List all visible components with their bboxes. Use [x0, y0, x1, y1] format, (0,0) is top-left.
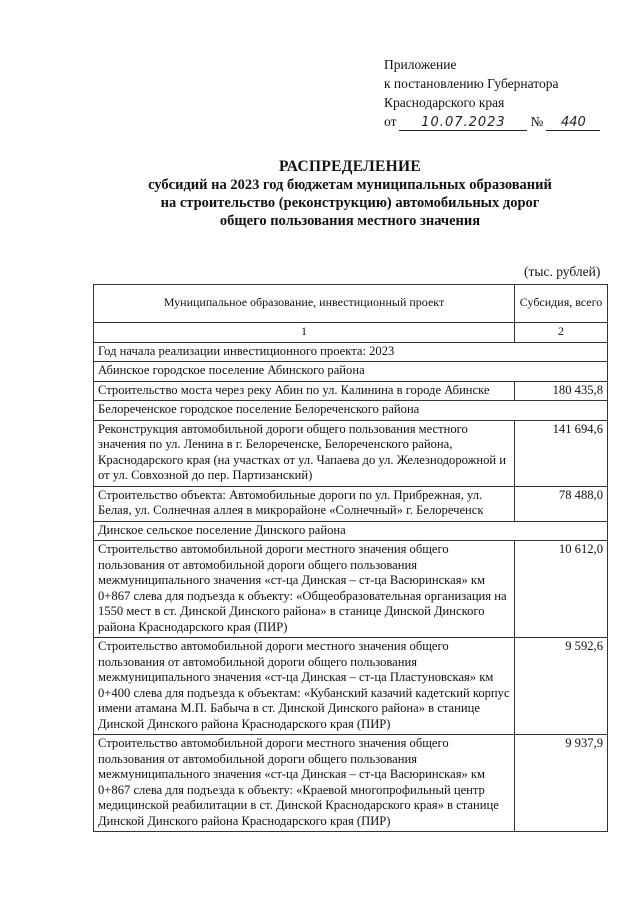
appendix-line-1: Приложение [384, 57, 457, 72]
project-row [94, 420, 608, 486]
year-row [94, 342, 608, 362]
municipality-name: Белореченское городское поселение Белореченского района [94, 401, 608, 421]
project-description: Строительство объекта: Автомобильные дороги по ул. Прибрежная, ул. Белая, ул. Солнечная аллея в микрорайоне «Солнечный» г. Белореченск [94, 486, 515, 521]
municipality-row [94, 521, 608, 541]
table-header-row [94, 285, 608, 323]
subsidy-amount: 9 937,9 [515, 735, 608, 832]
subsidy-amount: 9 592,6 [515, 638, 608, 735]
project-description: Строительство автомобильной дороги местного значения общего пользования от автомобильной дороги общего пользования межмуниципального значения «ст-ца Динская – ст-ца Васюринская» км 0+867 слева для подъезда к объекту: «Общеобразовательная организация на 1550 мест в ст. Динской Динского района» в станице Динской Динского района Краснодарского края (ПИР) [94, 541, 515, 638]
project-row [94, 486, 608, 521]
subsidy-amount: 10 612,0 [515, 541, 608, 638]
appendix-block [384, 55, 603, 131]
municipality-name: Динское сельское поселение Динского района [94, 521, 608, 541]
title-line-3: общего пользования местного значения [219, 213, 481, 229]
title-heading: РАСПРЕДЕЛЕНИЕ [279, 158, 421, 175]
project-description: Строительство автомобильной дороги местного значения общего пользования от автомобильной дороги общего пользования межмуниципального значения «ст-ца Динская – ст-ца Васюринская» км 0+867 слева для подъезда к объекту: «Краевой многопрофильный центр медицинской реабилитации в ст. Динской Краснодарского края» в станице Динской Динского района Краснодарского края (ПИР) [94, 735, 515, 832]
subsidy-amount: 141 694,6 [515, 420, 608, 486]
from-label: от [384, 114, 397, 129]
municipality-row [94, 401, 608, 421]
handwritten-number: 440 [546, 115, 600, 131]
project-row [94, 638, 608, 735]
distribution-table [93, 284, 608, 832]
column-number-2: 2 [515, 323, 608, 343]
title-line-2: на строительство (реконструкцию) автомобильных дорог [160, 195, 540, 211]
project-description: Строительство автомобильной дороги местного значения общего пользования от автомобильной дороги общего пользования межмуниципального значения «ст-ца Динская – ст-ца Пластуновская» км 0+400 слева для подъезда к объектам: «Кубанский казачий кадетский корпус имени атамана М.П. Бабыча в ст. Динской Динского района» в станице Динской Динского района Краснодарского края (ПИР) [94, 638, 515, 735]
year-cell: Год начала реализации инвестиционного проекта: 2023 [94, 342, 608, 362]
document-title [100, 158, 600, 230]
appendix-date-number-row [384, 112, 603, 131]
subsidy-amount: 78 488,0 [515, 486, 608, 521]
header-subsidy: Субсидия, всего [515, 285, 608, 323]
municipality-row [94, 362, 608, 382]
header-municipality: Муниципальное образование, инвестиционный проект [94, 285, 515, 323]
project-row [94, 381, 608, 401]
appendix-line-3: Краснодарского края [384, 95, 505, 110]
title-line-1: субсидий на 2023 год бюджетам муниципальных образований [148, 177, 552, 193]
project-description: Строительство моста через реку Абин по ул. Калинина в городе Абинске [94, 381, 515, 401]
unit-label: (тыс. рублей) [524, 264, 601, 279]
subsidy-amount: 180 435,8 [515, 381, 608, 401]
municipality-name: Абинское городское поселение Абинского района [94, 362, 608, 382]
number-label: № [530, 114, 544, 129]
column-number-row [94, 323, 608, 343]
project-row [94, 735, 608, 832]
handwritten-date: 10.07.2023 [399, 115, 527, 131]
appendix-line-2: к постановлению Губернатора [384, 76, 559, 91]
column-number-1: 1 [94, 323, 515, 343]
project-row [94, 541, 608, 638]
project-description: Реконструкция автомобильной дороги общего пользования местного значения по ул. Ленина в г. Белореченске, Белореченского района, Краснодарского края (на участках от ул. Чапаева до ул. Железнодорожной и от ул. Совхозной до пер. Партизанский) [94, 420, 515, 486]
